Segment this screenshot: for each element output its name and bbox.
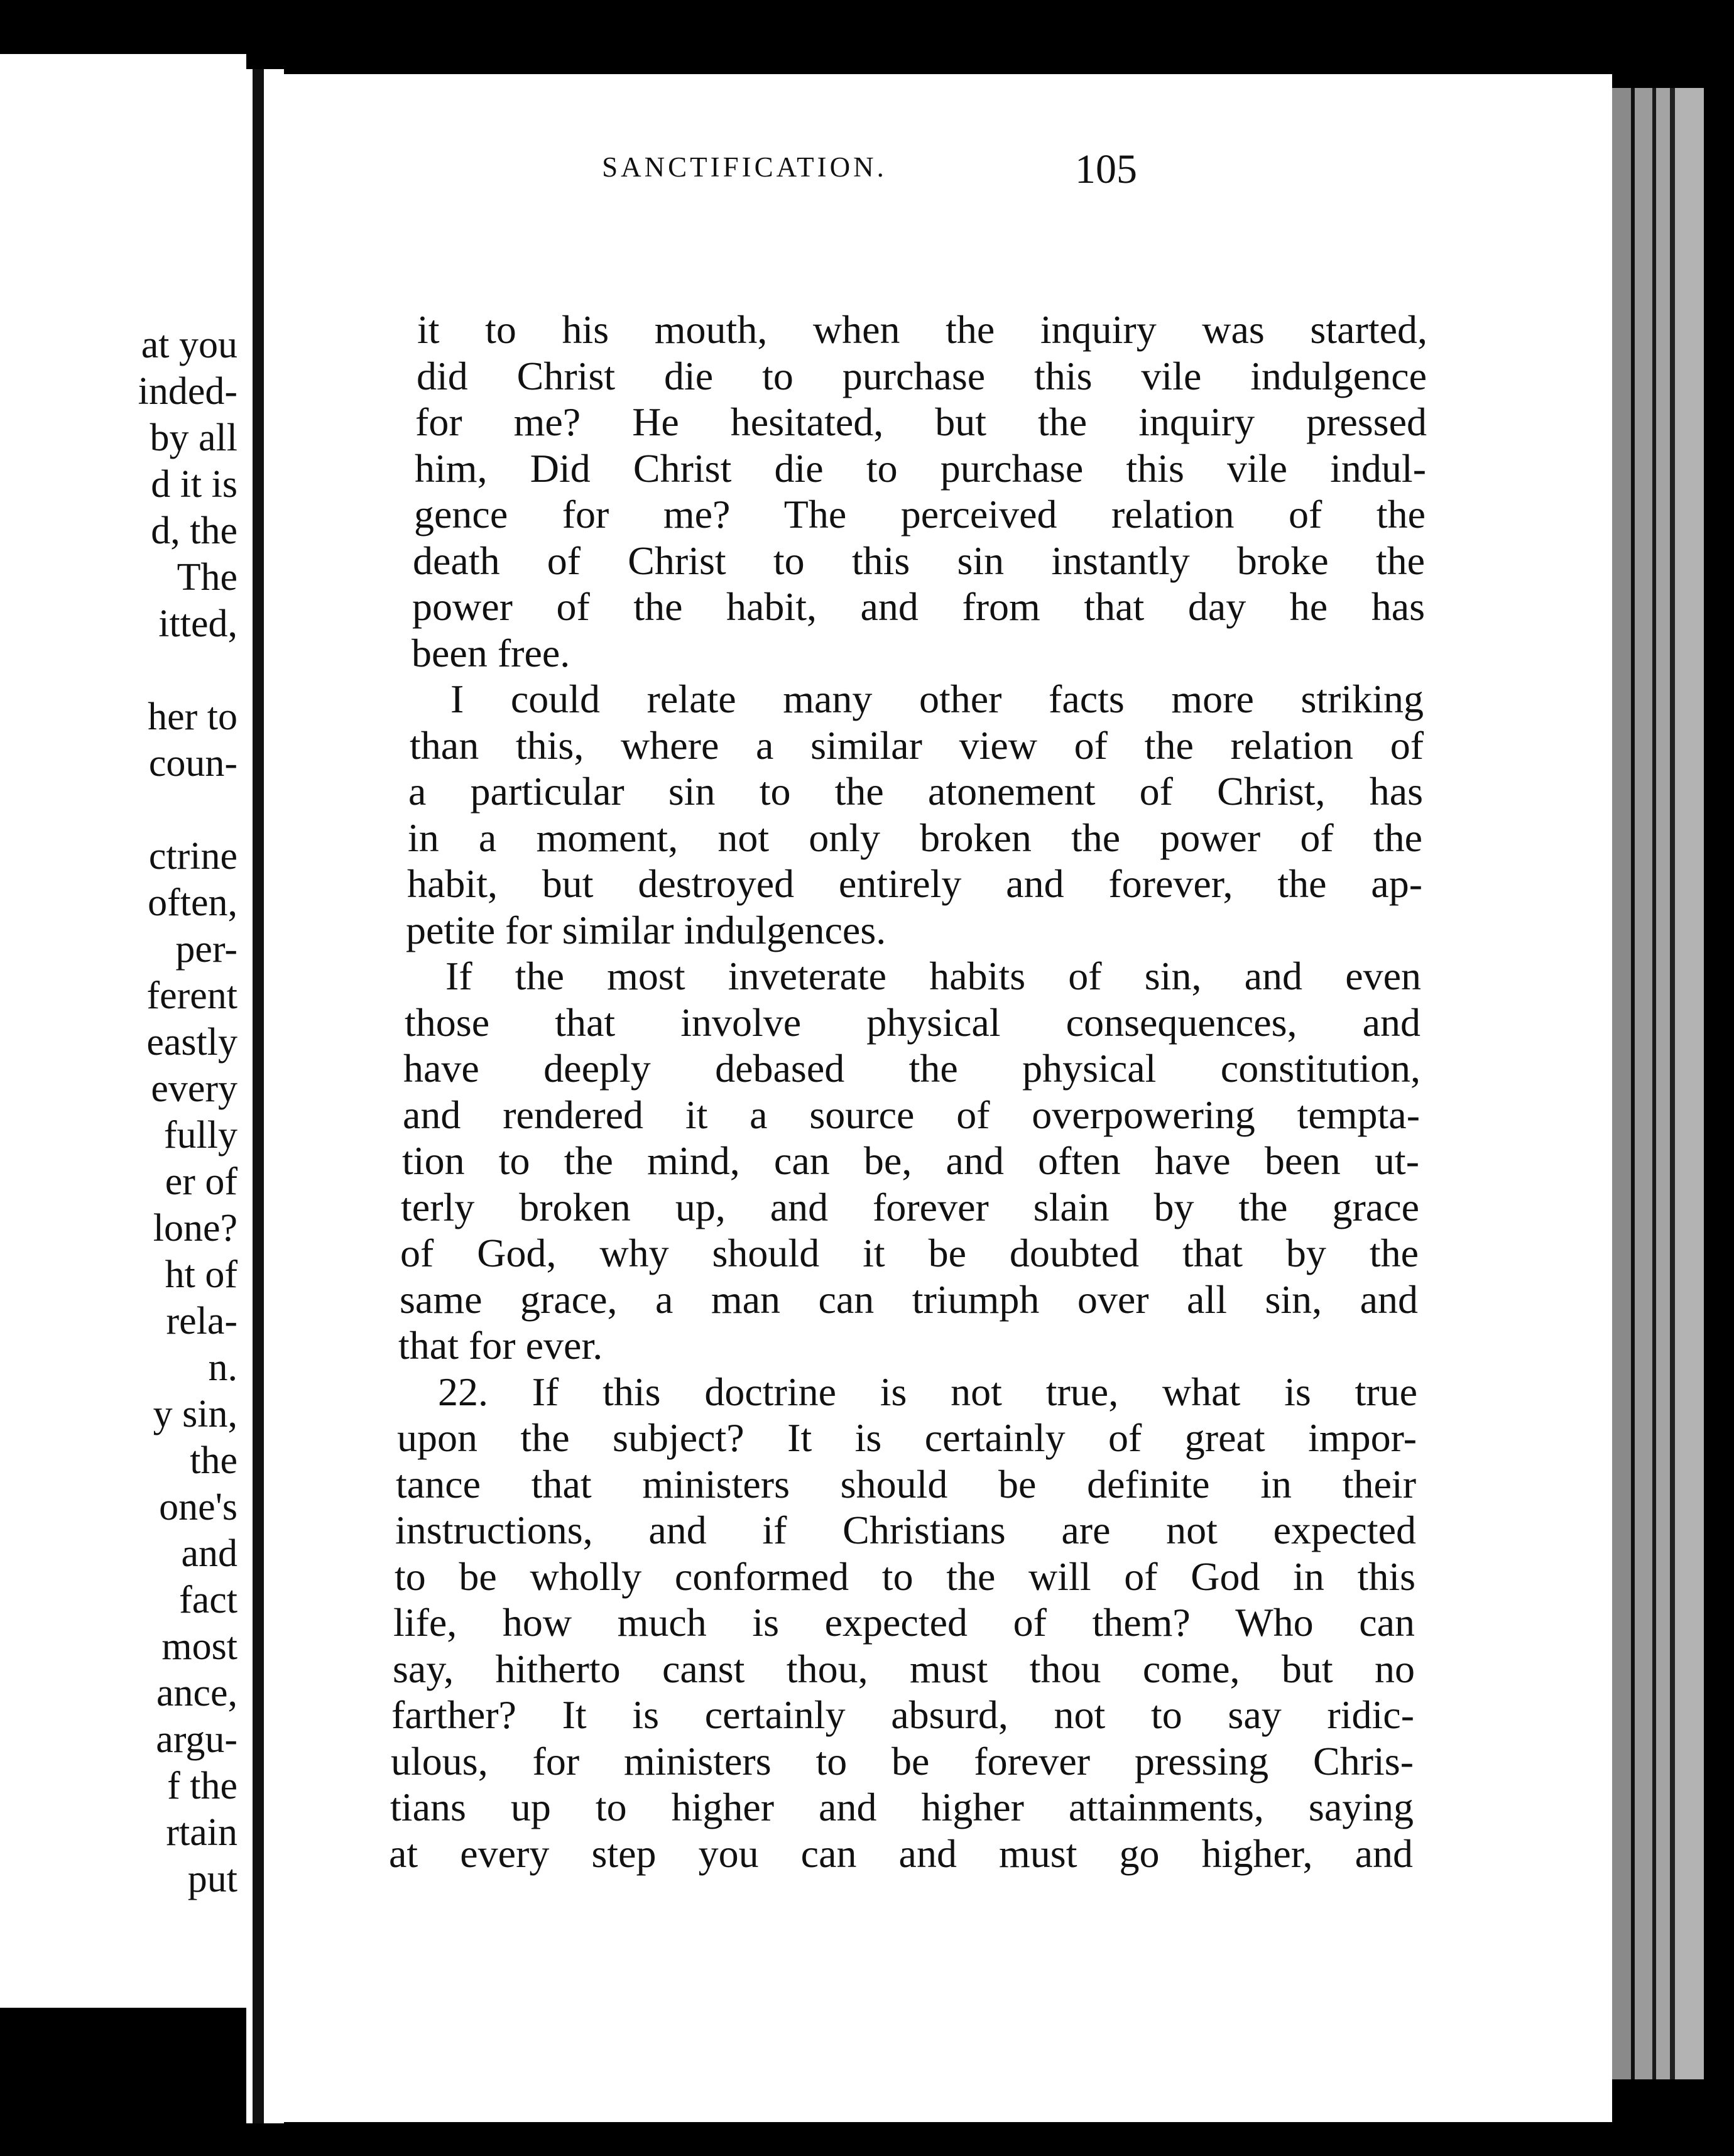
left-page-line: most (161, 1625, 237, 1668)
text-line: have deeply debased the physical constitution, (403, 1046, 1420, 1091)
left-page-line: lone? (153, 1207, 237, 1250)
left-page-line: one's (159, 1486, 237, 1528)
text-line: for me? He hesitated, but the inquiry pressed (415, 400, 1427, 444)
left-page-line: the (190, 1439, 237, 1482)
left-page-line: d it is (151, 463, 237, 506)
text-line: and rendered it a source of overpowering tempta- (403, 1092, 1420, 1137)
paragraph-first-line: 22. If this doctrine is not true, what is true (438, 1369, 1417, 1414)
page-number: 105 (1075, 146, 1137, 192)
left-page-line: itted, (158, 602, 237, 645)
text-line: tians up to higher and higher attainments, saying (390, 1785, 1414, 1829)
left-page-line: often, (148, 881, 237, 924)
text-line: life, how much is expected of them? Who can (393, 1600, 1415, 1645)
left-page-line: and (181, 1532, 237, 1575)
page-edge (1670, 88, 1675, 2079)
text-line: of God, why should it be doubted that by the (400, 1231, 1419, 1275)
left-page-line: rela- (166, 1300, 237, 1342)
running-head: SANCTIFICATION. (602, 151, 887, 183)
text-line: instructions, and if Christians are not expected (395, 1508, 1416, 1552)
left-page-line: her to (148, 695, 237, 738)
left-page-line: er of (165, 1160, 237, 1203)
left-page-line: by all (150, 416, 237, 459)
text-line: did Christ die to purchase this vile indulgence (417, 354, 1427, 398)
page-edge (1675, 88, 1704, 2079)
left-page-line: ance, (156, 1672, 237, 1714)
left-page-line: ctrine (148, 835, 237, 878)
paragraph-first-line: I could relate many other facts more striking (450, 677, 1424, 721)
text-line: tance that ministers should be definite in their (396, 1462, 1416, 1506)
text-line: petite for similar indulgences. (406, 908, 886, 952)
left-page-line: The (177, 556, 237, 599)
left-page-line: put (187, 1858, 237, 1900)
left-page-line: ferent (146, 974, 237, 1017)
left-page-line: fully (163, 1114, 237, 1157)
text-line: at every step you can and must go higher, and (389, 1831, 1413, 1876)
left-page-line: ht of (165, 1253, 237, 1296)
text-line: same grace, a man can triumph over all sin, and (400, 1277, 1418, 1322)
left-page-line: argu- (156, 1718, 237, 1761)
left-page-line: inded- (138, 370, 237, 413)
text-line: a particular sin to the atonement of Christ, has (408, 769, 1423, 814)
text-line: in a moment, not only broken the power of the (408, 815, 1422, 860)
left-page-line: coun- (148, 742, 237, 785)
left-page-line: rtain (166, 1811, 237, 1854)
text-line: to be wholly conformed to the will of God in this (395, 1554, 1415, 1599)
text-line: power of the habit, and from that day he has (412, 584, 1425, 629)
text-line: those that involve physical consequences, and (405, 1000, 1420, 1045)
text-line: habit, but destroyed entirely and forever, the ap- (407, 861, 1422, 906)
text-line: farther? It is certainly absurd, not to say ridic- (391, 1692, 1414, 1737)
left-page-line: y sin, (153, 1393, 237, 1435)
left-page-line: at you (141, 324, 237, 366)
page-edge (1656, 88, 1670, 2079)
left-page-line: f the (167, 1765, 237, 1807)
paragraph-first-line: If the most inveterate habits of sin, and even (445, 954, 1421, 998)
page-edge (1612, 88, 1631, 2079)
text-line: tion to the mind, can be, and often have been ut- (402, 1138, 1419, 1183)
text-line: him, Did Christ die to purchase this vile indul- (415, 446, 1426, 491)
left-page-line: fact (179, 1579, 237, 1621)
gutter-rule (246, 69, 284, 2123)
left-page-line: d, the (151, 509, 237, 552)
text-line: than this, where a similar view of the relation of (410, 723, 1424, 768)
left-page-line: eastly (146, 1021, 237, 1064)
page-edge (1635, 88, 1652, 2079)
text-line: upon the subject? It is certainly of great impor- (397, 1415, 1417, 1460)
text-line: terly broken up, and forever slain by the grace (401, 1185, 1419, 1229)
text-line: death of Christ to this sin instantly broke the (413, 538, 1425, 583)
text-line: gence for me? The perceived relation of the (414, 492, 1426, 536)
left-page-line: every (151, 1067, 237, 1110)
text-line: been free. (412, 631, 570, 675)
text-line: say, hitherto canst thou, must thou come, but no (393, 1647, 1415, 1691)
left-page-line: n. (208, 1346, 237, 1389)
text-line: ulous, for ministers to be forever pressing Chris- (391, 1739, 1414, 1783)
left-page-fragment (0, 54, 246, 2008)
text-line: that for ever. (398, 1323, 603, 1368)
left-page-line: per- (175, 928, 237, 971)
text-line: it to his mouth, when the inquiry was started, (417, 307, 1427, 352)
